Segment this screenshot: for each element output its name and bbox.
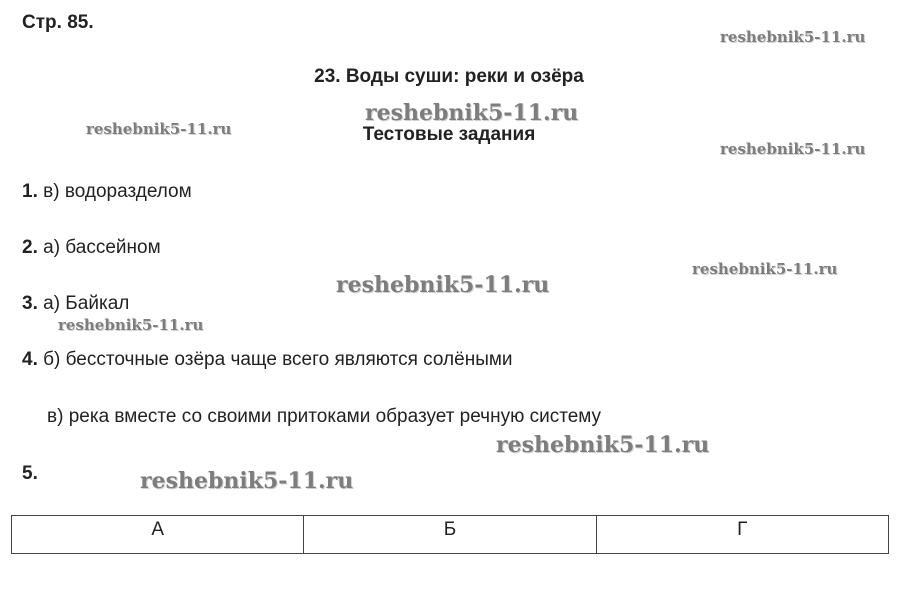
watermark: reshebnik5-11.ru — [336, 272, 550, 298]
answer-number: 3. — [22, 293, 38, 314]
table-cell: А — [12, 516, 304, 554]
answer-1 — [22, 181, 192, 203]
table-cell: Г — [596, 516, 888, 554]
answer-table — [11, 515, 889, 554]
answer-text: а) Байкал — [37, 293, 130, 314]
answer-number: 2. — [22, 237, 38, 258]
table-row — [12, 516, 889, 554]
page-number: Стр. 85. — [22, 12, 94, 33]
answer-4-continuation: в) река вместе со своими притоками образует речную систему — [47, 406, 602, 427]
answer-number: 5. — [22, 463, 38, 484]
watermark: reshebnik5-11.ru — [692, 260, 838, 278]
watermark: reshebnik5-11.ru — [365, 100, 579, 126]
section-title: 23. Воды суши: реки и озёра — [314, 66, 584, 87]
answer-text: в) водоразделом — [37, 181, 192, 202]
watermark: reshebnik5-11.ru — [58, 316, 204, 334]
answer-text: б) бессточные озёра чаще всего являются солёными — [37, 349, 513, 370]
answer-4 — [22, 349, 513, 371]
watermark: reshebnik5-11.ru — [140, 468, 354, 494]
answer-2 — [22, 237, 161, 259]
answer-text: а) бассейном — [37, 237, 161, 258]
watermark: reshebnik5-11.ru — [720, 140, 866, 158]
answer-number: 4. — [22, 349, 38, 370]
watermark: reshebnik5-11.ru — [86, 120, 232, 138]
answer-3 — [22, 293, 129, 315]
subtitle: Тестовые задания — [362, 124, 536, 145]
answer-5 — [22, 463, 38, 485]
table-cell: Б — [304, 516, 596, 554]
watermark: reshebnik5-11.ru — [720, 28, 866, 46]
answer-number: 1. — [22, 181, 38, 202]
watermark: reshebnik5-11.ru — [496, 432, 710, 458]
